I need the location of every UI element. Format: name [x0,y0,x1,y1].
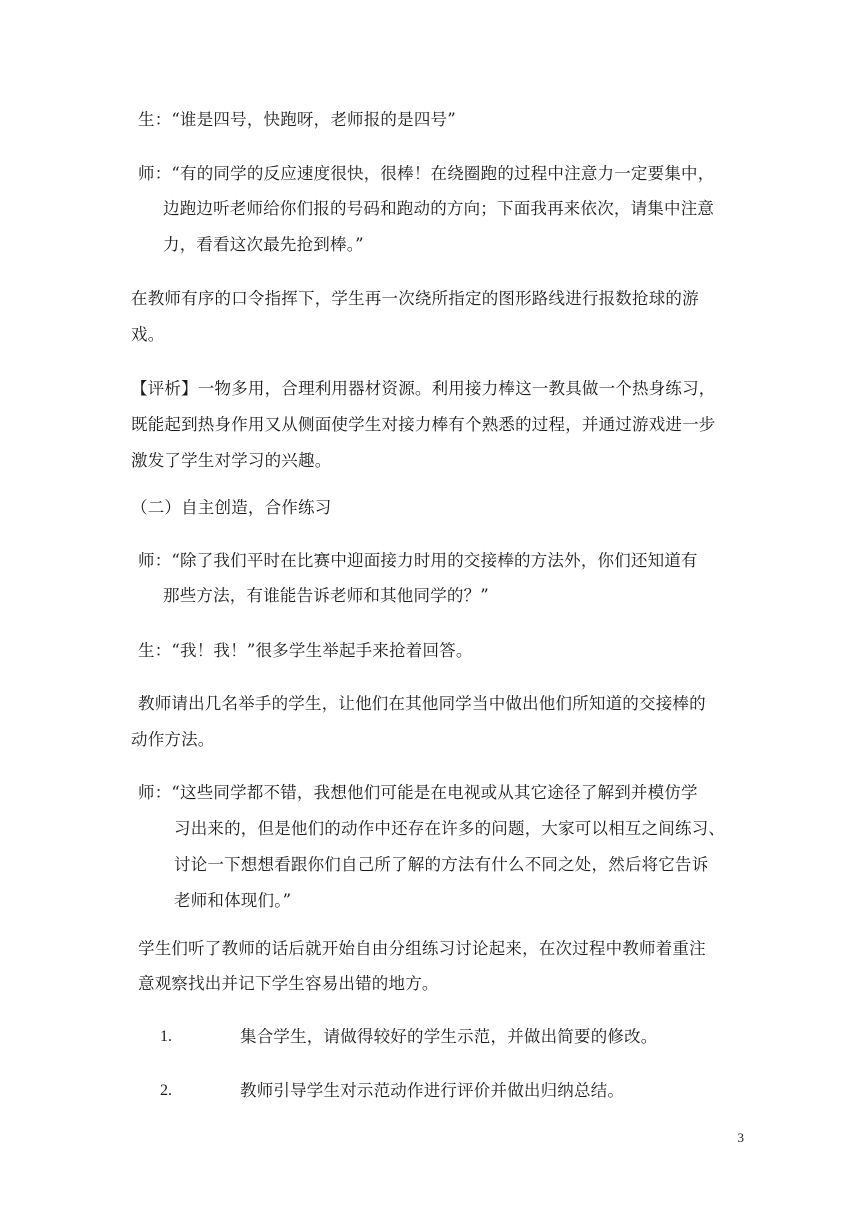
list-item-text: 集合学生，请做得较好的学生示范，并做出简要的修改。 [240,1027,658,1046]
text-line: 习出来的，但是他们的动作中还存在许多的问题，大家可以相互之间练习、 [174,819,726,838]
list-item-number: 2. [160,1082,172,1099]
text-line: 激发了学生对学习的兴趣。 [131,451,332,470]
text-line: 师：“除了我们平时在比赛中迎面接力时用的交接棒的方法外，你们还知道有 [138,551,698,570]
text-line: 动作方法。 [131,730,215,749]
text-line: 力，看看这次最先抢到棒。” [163,235,364,254]
text-line: 【评析】一物多用，合理利用器材资源。利用接力棒这一教具做一个热身练习， [131,379,716,398]
page-number: 3 [737,1130,744,1145]
text-line: 师：“有的同学的反应速度很快，很棒！在绕圈跑的过程中注意力一定要集中， [138,164,715,183]
list-item-number: 1. [160,1028,172,1045]
list-item-text: 教师引导学生对示范动作进行评价并做出归纳总结。 [240,1081,625,1100]
text-line: 那些方法，有谁能告诉老师和其他同学的？” [163,586,489,605]
section-heading: （二）自主创造，合作练习 [131,498,332,517]
text-line: 师：“这些同学都不错，我想他们可能是在电视或从其它途径了解到并模仿学 [138,783,698,802]
text-line: 教师请出几名举手的学生，让他们在其他同学当中做出他们所知道的交接棒的 [138,694,706,713]
text-line: 意观察找出并记下学生容易出错的地方。 [138,974,439,993]
text-line: 老师和体现们。” [174,891,292,910]
text-line: 讨论一下想想看跟你们自己所了解的方法有什么不同之处，然后将它告诉 [174,855,709,874]
text-line: 既能起到热身作用又从侧面使学生对接力棒有个熟悉的过程，并通过游戏进一步 [131,415,716,434]
text-line: 生：“谁是四号，快跑呀，老师报的是四号” [138,110,456,129]
text-line: 戏。 [131,325,165,344]
text-line: 生：“我！我！”很多学生举起手来抢着回答。 [138,641,473,660]
text-line: 学生们听了教师的话后就开始自由分组练习讨论起来，在次过程中教师着重注 [138,939,706,958]
text-line: 在教师有序的口令指挥下，学生再一次绕所指定的图形路线进行报数抢球的游 [131,289,699,308]
text-line: 边跑边听老师给你们报的号码和跑动的方向；下面我再来依次，请集中注意 [163,199,715,218]
